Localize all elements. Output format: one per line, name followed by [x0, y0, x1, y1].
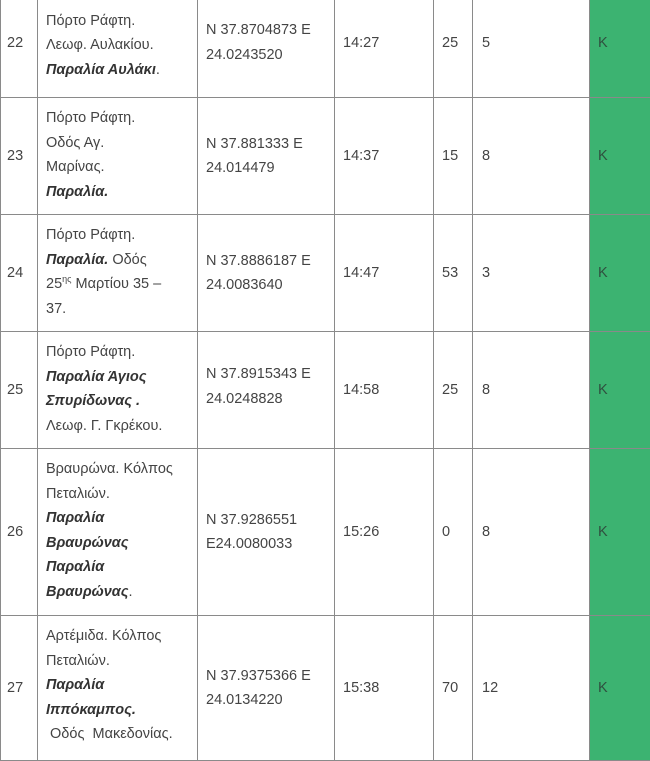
value-b-cell: 8 — [473, 332, 590, 449]
coord-line: 24.014479 — [206, 160, 275, 176]
table-row — [1, 0, 650, 98]
coord-line: E24.0080033 — [206, 536, 292, 552]
value-a-cell: 70 — [434, 616, 473, 761]
value-b-cell: 8 — [473, 98, 590, 215]
location-cell — [38, 332, 198, 449]
value-a-cell: 53 — [434, 215, 473, 332]
beach-name: Παραλία. — [46, 252, 108, 268]
location-line: Πεταλιών. — [46, 653, 110, 669]
row-number: 24 — [1, 215, 38, 332]
beach-name: Παραλία — [46, 510, 104, 526]
location-line: Πεταλιών. — [46, 486, 110, 502]
row-number: 25 — [1, 332, 38, 449]
location-line: Μαρίνας. — [46, 159, 105, 175]
location-punct: . — [128, 584, 132, 600]
beach-name: Παραλία — [46, 677, 104, 693]
time-cell: 14:37 — [335, 98, 434, 215]
time-cell: 14:27 — [335, 0, 434, 98]
location-line: Βραυρώνα. Κόλπος — [46, 461, 173, 477]
location-line: Οδός Αγ. — [46, 135, 104, 151]
location-line: Πόρτο Ράφτη. — [46, 227, 135, 243]
time-cell: 15:38 — [335, 616, 434, 761]
location-line: Αρτέμιδα. Κόλπος — [46, 628, 161, 644]
coord-line: N 37.9286551 — [206, 512, 297, 528]
time-cell: 15:26 — [335, 449, 434, 616]
location-line: Πόρτο Ράφτη. — [46, 13, 135, 29]
time-cell: 14:47 — [335, 215, 434, 332]
location-line: Λεωφ. Γ. Γκρέκου. — [46, 418, 162, 434]
table-row — [1, 449, 650, 616]
coordinates-cell — [198, 98, 335, 215]
table-row — [1, 332, 650, 449]
beach-name: Παραλία — [46, 559, 104, 575]
coord-line: N 37.8915343 E — [206, 366, 311, 382]
coordinates-cell — [198, 332, 335, 449]
row-number: 23 — [1, 98, 38, 215]
location-punct: . — [156, 62, 160, 78]
value-a-cell: 25 — [434, 0, 473, 98]
value-b-cell: 3 — [473, 215, 590, 332]
row-number: 27 — [1, 616, 38, 761]
value-b-cell: 12 — [473, 616, 590, 761]
coord-line: N 37.8886187 E — [206, 253, 311, 269]
table-row — [1, 215, 650, 332]
coord-line: 24.0083640 — [206, 277, 283, 293]
location-line: Οδός — [108, 252, 146, 268]
value-a-cell: 0 — [434, 449, 473, 616]
location-line: 25 — [46, 276, 62, 292]
beach-name: Παραλία Άγιος — [46, 369, 146, 385]
beach-name: Παραλία. — [46, 184, 108, 200]
coord-line: 24.0248828 — [206, 391, 283, 407]
beach-name: Βραυρώνας — [46, 535, 128, 551]
value-b-cell: 8 — [473, 449, 590, 616]
location-line: Οδός Μακεδονίας. — [46, 726, 173, 742]
location-cell — [38, 0, 198, 98]
beach-name: Βραυρώνας — [46, 584, 128, 600]
value-a-cell: 25 — [434, 332, 473, 449]
location-line: Πόρτο Ράφτη. — [46, 344, 135, 360]
grade-cell: K — [590, 449, 650, 616]
grade-cell: K — [590, 332, 650, 449]
beach-name: Σπυρίδωνας . — [46, 393, 140, 409]
location-line: 37. — [46, 301, 66, 317]
ordinal-suffix: ης — [62, 274, 71, 284]
time-cell: 14:58 — [335, 332, 434, 449]
grade-cell: K — [590, 0, 650, 98]
coordinates-cell — [198, 0, 335, 98]
location-line: Μαρτίου 35 – — [71, 276, 161, 292]
coordinates-cell — [198, 449, 335, 616]
beach-name: Παραλία Αυλάκι — [46, 62, 156, 78]
table-row — [1, 98, 650, 215]
location-line: Λεωφ. Αυλακίου. — [46, 37, 154, 53]
beach-name: Ιππόκαμπος. — [46, 702, 136, 718]
location-cell — [38, 98, 198, 215]
coordinates-cell — [198, 616, 335, 761]
row-number: 22 — [1, 0, 38, 98]
grade-cell: K — [590, 98, 650, 215]
value-b-cell: 5 — [473, 0, 590, 98]
location-cell — [38, 449, 198, 616]
coord-line: N 37.9375366 E — [206, 668, 311, 684]
coord-line: 24.0134220 — [206, 692, 283, 708]
value-a-cell: 15 — [434, 98, 473, 215]
coord-line: 24.0243520 — [206, 47, 283, 63]
location-cell — [38, 616, 198, 761]
row-number: 26 — [1, 449, 38, 616]
table-row — [1, 616, 650, 761]
coord-line: N 37.8704873 E — [206, 22, 311, 38]
coordinates-cell — [198, 215, 335, 332]
grade-cell: K — [590, 215, 650, 332]
location-line: Πόρτο Ράφτη. — [46, 110, 135, 126]
location-cell — [38, 215, 198, 332]
coord-line: N 37.881333 E — [206, 136, 303, 152]
grade-cell: K — [590, 616, 650, 761]
